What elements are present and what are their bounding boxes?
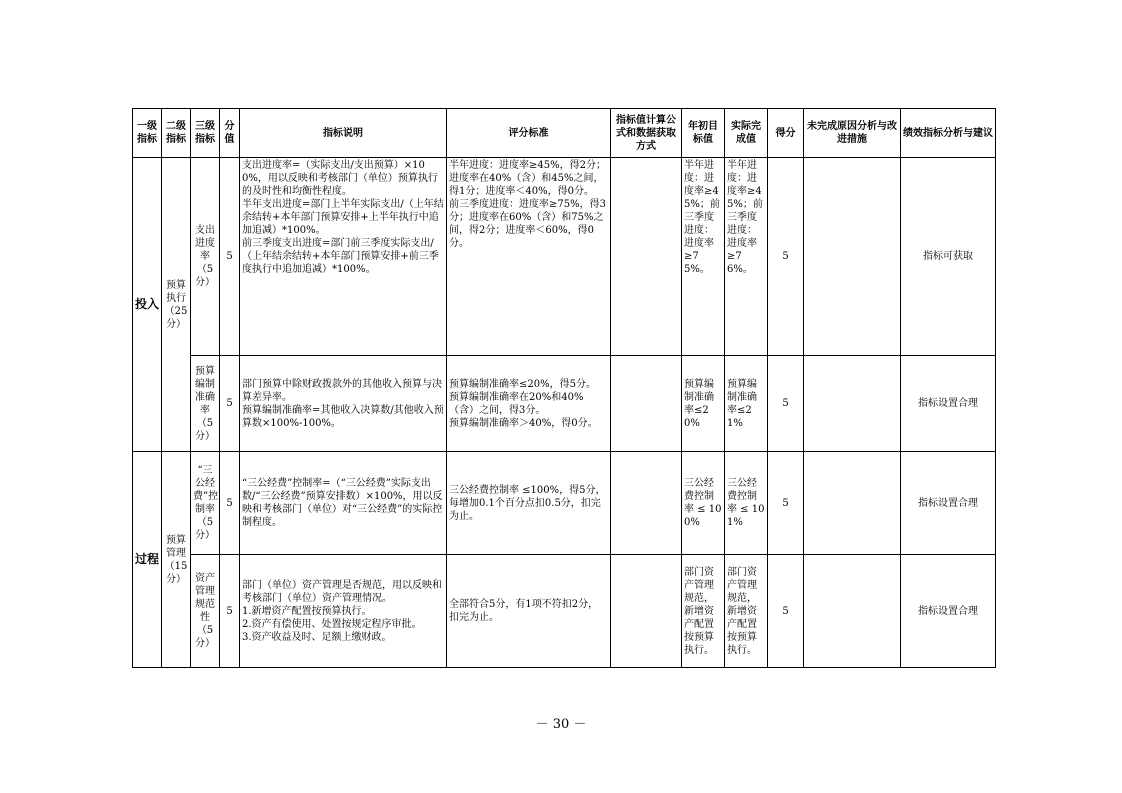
score-value-cell: 5 <box>220 158 240 356</box>
description-cell: “三公经费”控制率=（“三公经费”实际支出数/“三公经费”预算安排数）×100%，用以反映和考核部门（单位）对“三公经费”的实际控制程度。 <box>240 452 447 555</box>
level2-budget-mgmt: 预算管理（15分） <box>162 452 191 668</box>
level3-cell: 预算编制准确率（5分） <box>191 356 220 452</box>
header-target: 年初目标值 <box>682 109 725 158</box>
table-row <box>133 158 996 356</box>
standard-cell: 全部符合5分，有1项不符扣2分，扣完为止。 <box>447 555 611 668</box>
score-cell: 5 <box>768 555 804 668</box>
actual-cell: 半年进度：进度率≥45%；前三季度进度：进度率≥76%。 <box>725 158 768 356</box>
table-row <box>133 356 996 452</box>
score-cell: 5 <box>768 158 804 356</box>
formula-cell <box>611 158 682 356</box>
group-process: 过程 <box>133 452 162 668</box>
target-cell: 部门资产管理规范，新增资产配置按预算执行。 <box>682 555 725 668</box>
description-cell: 支出进度率=（实际支出/支出预算）×100%，用以反映和考核部门（单位）预算执行的及时性和均衡性程度。 半年支出进度=部门上半年实际支出/（上年结余结转+本年部门预算安排+上半年执行中追加追减）*100%。 前三季度支出进度=部门前三季度实际支出/（上年结余结转+本年部门预算安排+前三季度执行中追加追减）*100%。 <box>240 158 447 356</box>
analysis-cell: 指标设置合理 <box>901 356 996 452</box>
header-formula: 指标值计算公式和数据获取方式 <box>611 109 682 158</box>
header-level3: 三级指标 <box>191 109 220 158</box>
header-analysis: 绩效指标分析与建议 <box>901 109 996 158</box>
reason-cell <box>804 356 901 452</box>
reason-cell <box>804 452 901 555</box>
target-cell: 半年进度：进度率≥45%；前三季度进度：进度率≥75%。 <box>682 158 725 356</box>
actual-cell: 三公经费控制率 ≤ 101% <box>725 452 768 555</box>
header-level2: 二级指标 <box>162 109 191 158</box>
target-cell: 三公经费控制率 ≤ 100% <box>682 452 725 555</box>
header-score: 得分 <box>768 109 804 158</box>
group-input: 投入 <box>133 158 162 452</box>
description-cell: 部门（单位）资产管理是否规范，用以反映和考核部门（单位）资产管理情况。 1.新增资产配置按预算执行。 2.资产有偿使用、处置按规定程序审批。 3.资产收益及时、足额上缴财政。 <box>240 555 447 668</box>
reason-cell <box>804 555 901 668</box>
table-row <box>133 452 996 555</box>
score-value-cell: 5 <box>220 555 240 668</box>
level3-cell: 支出进度率（5分） <box>191 158 220 356</box>
analysis-cell: 指标可获取 <box>901 158 996 356</box>
header-actual: 实际完成值 <box>725 109 768 158</box>
analysis-cell: 指标设置合理 <box>901 452 996 555</box>
formula-cell <box>611 555 682 668</box>
header-reason: 未完成原因分析与改进措施 <box>804 109 901 158</box>
target-cell: 预算编制准确率≤20% <box>682 356 725 452</box>
reason-cell <box>804 158 901 356</box>
standard-cell: 三公经费控制率 ≤100%，得5分，每增加0.1个百分点扣0.5分，扣完为止。 <box>447 452 611 555</box>
analysis-cell: 指标设置合理 <box>901 555 996 668</box>
formula-cell <box>611 452 682 555</box>
header-standard: 评分标准 <box>447 109 611 158</box>
formula-cell <box>611 356 682 452</box>
level3-cell: 资产管理规范性（5分） <box>191 555 220 668</box>
header-row <box>133 109 996 158</box>
description-cell: 部门预算中除财政拨款外的其他收入预算与决算差异率。 预算编制准确率=其他收入决算数/其他收入预算数×100%-100%。 <box>240 356 447 452</box>
actual-cell: 部门资产管理规范，新增资产配置按预算执行。 <box>725 555 768 668</box>
header-description: 指标说明 <box>240 109 447 158</box>
standard-cell: 预算编制准确率≤20%，得5分。 预算编制准确率在20%和40%（含）之间，得3分。 预算编制准确率＞40%，得0分。 <box>447 356 611 452</box>
actual-cell: 预算编制准确率≤21% <box>725 356 768 452</box>
header-score-value: 分值 <box>220 109 240 158</box>
page-number: － 30 － <box>535 717 587 732</box>
performance-table <box>132 108 996 668</box>
score-value-cell: 5 <box>220 356 240 452</box>
header-level1: 一级指标 <box>133 109 162 158</box>
score-cell: 5 <box>768 356 804 452</box>
table-row <box>133 555 996 668</box>
score-value-cell: 5 <box>220 452 240 555</box>
level3-cell: “三公经费”控制率（5分） <box>191 452 220 555</box>
level2-budget-exec: 预算执行（25分） <box>162 158 191 452</box>
standard-cell: 半年进度：进度率≥45%，得2分；进度率在40%（含）和45%之间，得1分；进度率＜40%，得0分。 前三季度进度：进度率≥75%，得3分；进度率在60%（含）和75%之间，得2分；进度率＜60%，得0分。 <box>447 158 611 356</box>
score-cell: 5 <box>768 452 804 555</box>
